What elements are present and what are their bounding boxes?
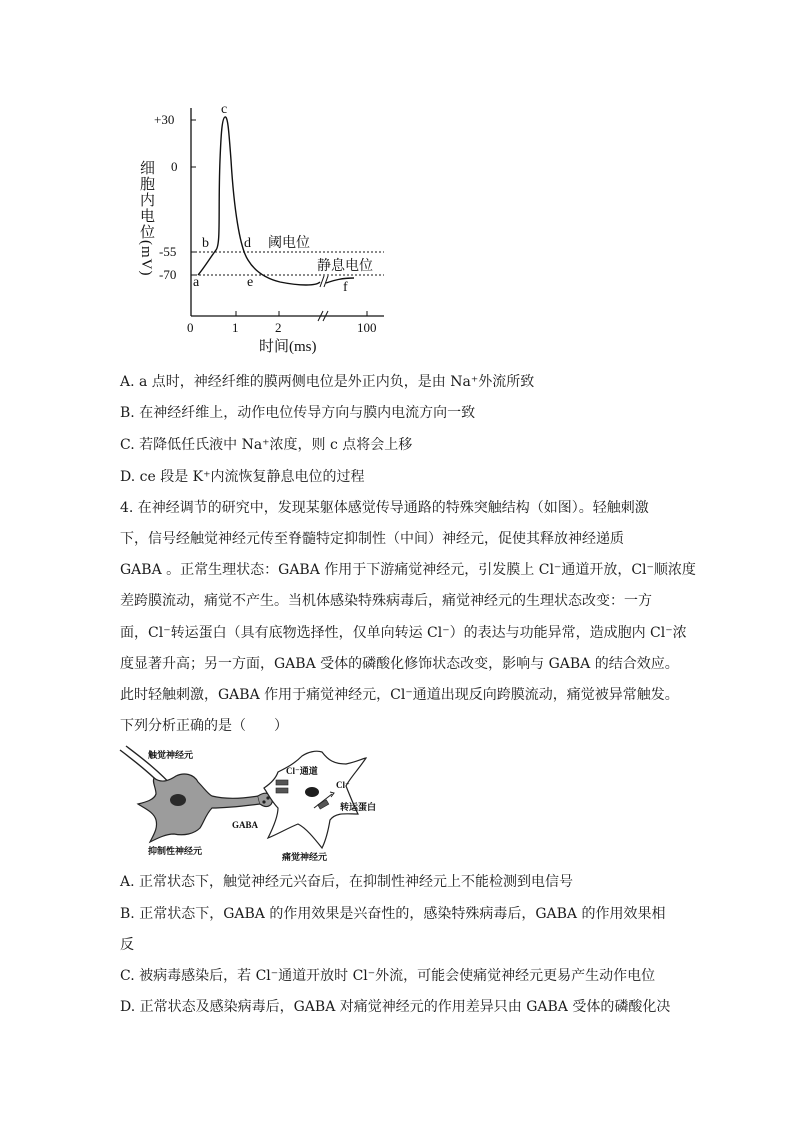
ytick-plus30: +30 [154,112,175,127]
q4-option-b: B. 正常状态下，GABA 的作用效果是兴奋性的，感染特殊病毒后，GABA 的作用效果相 [120,906,666,922]
q4-stem-line: 度显著升高；另一方面，GABA 受体的磷酸化修饰状态改变，影响与 GABA 的结合效应。 [120,656,679,672]
resting-label: 静息电位 [317,259,373,274]
graph-ylabel: 细胞内电位(mV) [138,160,154,277]
q4-stem-line: 下，信号经触觉神经元传至脊髓特定抑制性（中间）神经元，促使其释放神经递质 [120,531,624,547]
point-c-label: c [221,102,228,117]
xtick-2: 2 [275,320,282,335]
q4-stem-line: 下列分析正确的是（ ） [120,718,288,734]
q3-option-b: B. 在神经纤维上，动作电位传导方向与膜内电流方向一致 [120,405,476,421]
synapse-diagram [118,742,377,864]
q3-option-a: A. a 点时，神经纤维的膜两侧电位是外正内负，是由 Na⁺外流所致 [120,374,535,390]
cl-ion-label: Cl⁻ [336,780,350,790]
q4-stem-line: 此时轻触刺激，GABA 作用于痛觉神经元，Cl⁻通道出现反向跨膜流动，痛觉被异常触发。 [120,687,679,703]
gaba-label: GABA [232,820,259,830]
point-e-label: e [247,275,254,290]
cl-channel-label: Cl⁻通道 [286,766,318,776]
q4-stem-line: 面，Cl⁻转运蛋白（具有底物选择性，仅单向转运 Cl⁻）的表达与功能异常，造成胞内 Cl⁻浓 [120,625,687,641]
graph-xlabel: 时间(ms) [259,339,317,355]
point-f-label: f [343,280,348,295]
transporter-label: 转运蛋白 [340,802,377,812]
cl-channel-shape [276,780,288,785]
ytick-0: 0 [171,159,178,174]
q4-option-a: A. 正常状态下，触觉神经元兴奋后，在抑制性神经元上不能检测到电信号 [120,874,574,890]
ytick-minus70: -70 [159,267,177,282]
q3-option-d: D. ce 段是 K⁺内流恢复静息电位的过程 [120,469,365,485]
point-b-label: b [202,236,209,251]
xtick-0: 0 [187,320,194,335]
q4-option-c: C. 被病毒感染后，若 Cl⁻通道开放时 Cl⁻外流，可能会使痛觉神经元更易产生动作电位 [120,968,656,984]
q4-option-d: D. 正常状态及感染病毒后，GABA 对痛觉神经元的作用差异只由 GABA 受体的磷酸化决 [120,999,671,1015]
point-a-label: a [193,275,200,290]
point-d-label: d [244,236,251,251]
xtick-100: 100 [357,320,377,335]
q4-stem-line: 4. 在神经调节的研究中，发现某躯体感觉传导通路的特殊突触结构（如图）。轻触刺激 [120,500,649,516]
xtick-1: 1 [232,320,239,335]
inhibitory-neuron-body [138,774,260,842]
pain-neuron-label: 痛觉神经元 [282,852,328,862]
q4-stem-line: 差跨膜流动，痛觉不产生。当机体感染特殊病毒后，痛觉神经元的生理状态改变：一方 [120,593,652,609]
q4-stem-line: GABA 。正常生理状态：GABA 作用于下游痛觉神经元，引发膜上 Cl⁻通道开放，Cl⁻顺浓度 [120,562,696,578]
touch-neuron-label: 触觉神经元 [148,750,194,760]
threshold-label: 阈电位 [268,236,310,251]
inhibitory-neuron-label: 抑制性神经元 [148,846,203,856]
q3-option-c: C. 若降低任氏液中 Na⁺浓度，则 c 点将会上移 [120,437,413,453]
ytick-minus55: -55 [159,244,177,259]
q4-option-b-cont: 反 [120,937,134,953]
action-potential-graph [130,100,400,360]
